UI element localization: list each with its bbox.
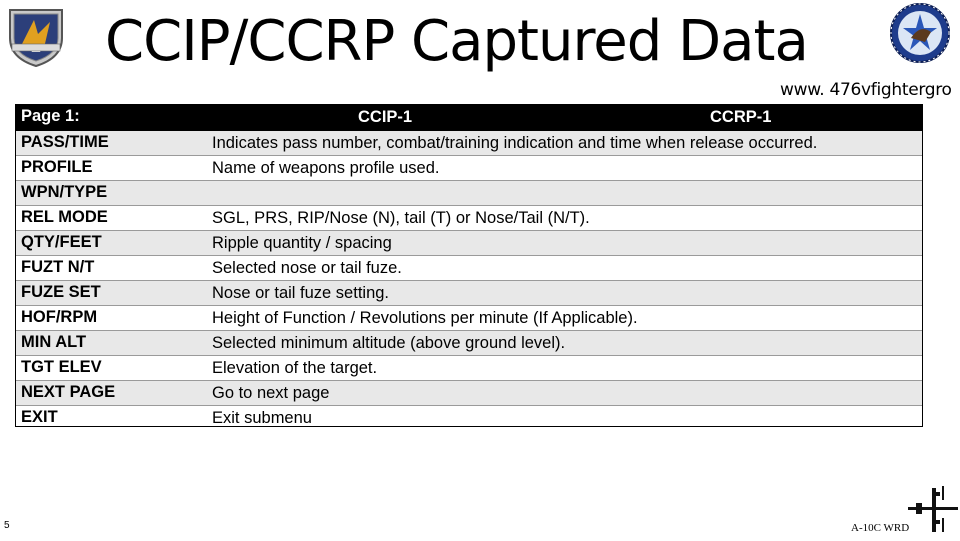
slide-title: CCIP/CCRP Captured Data [105,9,808,74]
field-description: Height of Function / Revolutions per minute (If Applicable). [212,309,638,327]
field-name: MIN ALT [21,333,87,351]
field-description: Nose or tail fuze setting. [212,284,390,302]
field-description: Indicates pass number, combat/training indication and time when release occurred. [212,134,818,152]
table-row [16,181,922,206]
table-row [16,156,922,181]
field-name: QTY/FEET [21,233,102,251]
captured-data-table [15,104,923,427]
table-row [16,331,922,356]
field-description: Name of weapons profile used. [212,159,440,177]
field-description: Ripple quantity / spacing [212,234,392,252]
field-name: FUZE SET [21,283,101,301]
ccrp-header: CCRP-1 [710,108,772,126]
table-row [16,256,922,281]
footer-label: A-10C WRD [851,522,910,534]
field-name: FUZT N/T [21,258,95,276]
field-name: PROFILE [21,158,93,176]
field-description: Exit submenu [212,409,312,427]
table-row [16,406,922,427]
table-row [16,206,922,231]
field-name: NEXT PAGE [21,383,116,401]
page-number: 5 [4,520,10,531]
table-row [16,131,922,156]
page-label: Page 1: [21,107,80,125]
field-name: HOF/RPM [21,308,98,326]
field-name: TGT ELEV [21,358,102,376]
website-url: www. 476vfightergro [780,80,952,100]
wing-emblem-icon [4,4,68,68]
a10-aircraft-icon [906,484,960,536]
field-name: REL MODE [21,208,108,226]
table-row [16,381,922,406]
table-row [16,231,922,256]
squadron-patch-icon [889,2,951,64]
field-description: SGL, PRS, RIP/Nose (N), tail (T) or Nose/Tail (N/T). [212,209,590,227]
field-name: WPN/TYPE [21,183,108,201]
field-name: EXIT [21,408,58,426]
ccip-header: CCIP-1 [358,108,413,126]
table-row [16,281,922,306]
field-description: Elevation of the target. [212,359,378,377]
field-description: Selected minimum altitude (above ground level). [212,334,566,352]
field-description: Go to next page [212,384,330,402]
table-row [16,306,922,331]
table-row [16,356,922,381]
field-description: Selected nose or tail fuze. [212,259,402,277]
table-header-row [16,105,922,131]
field-name: PASS/TIME [21,133,109,151]
